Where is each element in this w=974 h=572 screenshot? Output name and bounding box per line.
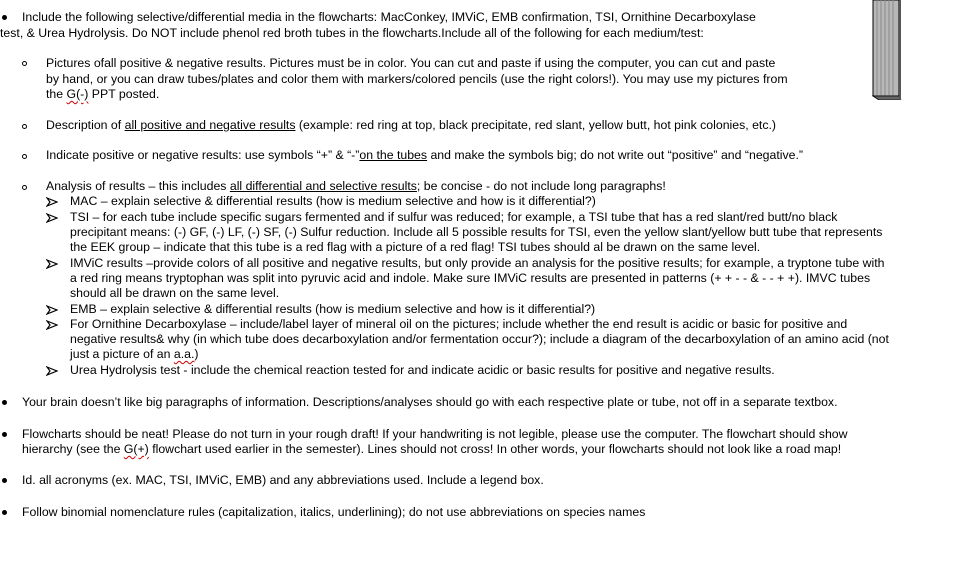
- analysis-tsi-2: precipitant means: (-) GF, (-) LF, (-) SF, (-) Sulfur reduction. Include all 5 possible results for TSI, even the yellow slant/yellow butt tube that represents: [70, 225, 883, 239]
- sub-bullet-circle: [22, 61, 27, 66]
- arrow-bullet-icon: [46, 320, 58, 330]
- acronyms-line: Id. all acronyms (ex. MAC, TSI, IMViC, EMB) and any abbreviations used. Include a legend box.: [22, 473, 544, 487]
- arrow-bullet-icon: [46, 259, 58, 269]
- spellcheck-word: G(+): [123, 442, 149, 456]
- analysis-imvic-2: a red ring means tryptophan was split into pyruvic acid and indole. Make sure IMViC results are presented in patterns (+ + - - & - - + +). IMVC tubes: [70, 271, 871, 285]
- analysis-ornithine-1: For Ornithine Decarboxylase – include/label layer of mineral oil on the pictures; include whether the end result is acidic or basic for positive and: [70, 317, 848, 331]
- intro-line-1: Include the following selective/differential media in the flowcharts: MacConkey, IMViC, EMB confirmation, TSI, Ornithine Decarboxylase: [22, 10, 756, 24]
- description-line: Description of all positive and negative results (example: red ring at top, black precipitate, red slant, yellow butt, hot pink colonies, etc.): [46, 118, 777, 132]
- spellcheck-word: G(-): [66, 87, 89, 101]
- analysis-line: Analysis of results – this includes all differential and selective results; be concise - do not include long paragraphs!: [46, 179, 666, 193]
- sub-bullet-circle: [22, 124, 27, 129]
- pictures-line-3: the G(-) PPT posted.: [46, 87, 160, 101]
- flowchart-line-1: Flowcharts should be neat! Please do not turn in your rough draft! If your handwriting is not legible, please use the computer. The flowchart should show: [22, 427, 848, 441]
- sub-bullet-circle: [22, 154, 27, 159]
- analysis-tsi-3: the EEK group – indicate that this tube is a red flag with a picture of a red flag! TSI tubes should al be drawn on the same level.: [70, 240, 761, 254]
- analysis-tsi-1: TSI – for each tube include specific sugars fermented and if sulfur was reduced; for example, a TSI tube that has a red slant/red butt/no black: [70, 210, 838, 224]
- sub-bullet-circle: [22, 185, 27, 190]
- arrow-bullet-icon: [46, 305, 58, 315]
- pictures-line-1: Pictures ofall positive & negative results. Pictures must be in color. You can cut and paste if using the computer, you can cut and paste: [46, 56, 776, 70]
- binomial-line: Follow binomial nomenclature rules (capitalization, italics, underlining); do not use abbreviations on species names: [22, 505, 646, 519]
- arrow-bullet-icon: [46, 366, 58, 376]
- analysis-emb: EMB – explain selective & differential results (how is medium selective and how is it differential?): [70, 302, 596, 316]
- flowchart-line-2: hierarchy (see the G(+) flowchart used earlier in the semester). Lines should not cross! In other words, your flowcharts should not look like a road map!: [22, 442, 842, 456]
- indicate-line: Indicate positive or negative results: use symbols “+” & “-”on the tubes and make the symbols big; do not write out “positive” and “negative.”: [46, 148, 803, 162]
- analysis-mac: MAC – explain selective & differential results (how is medium selective and how is it differential?): [70, 194, 596, 208]
- decorative-cylinder-shape: [872, 0, 902, 100]
- analysis-urea: Urea Hydrolysis test - include the chemical reaction tested for and indicate acidic or basic results for positive and negative results.: [70, 363, 775, 377]
- arrow-bullet-icon: [46, 213, 58, 223]
- bullet-dot: [2, 15, 7, 20]
- intro-line-2: test, & Urea Hydrolysis. Do NOT include phenol red broth tubes in the flowcharts.Include all of the following for each medium/test:: [0, 26, 704, 40]
- bullet-dot: [2, 400, 7, 405]
- bullet-dot: [2, 478, 7, 483]
- analysis-ornithine-3: just a picture of an a.a.): [70, 347, 199, 361]
- analysis-imvic-1: IMViC results –provide colors of all positive and negative results, but only provide an analysis for the positive results; for example, a tryptone tube with: [70, 256, 885, 270]
- brain-line: Your brain doesn’t like big paragraphs of information. Descriptions/analyses should go with each respective plate or tube, not off in a separate textbox.: [22, 395, 838, 409]
- pictures-line-2: by hand, or you can draw tubes/plates and color them with markers/colored pencils (use the right colors!). You may use my pictures from: [46, 72, 788, 86]
- analysis-imvic-3: should all be drawn on the same level.: [70, 286, 280, 300]
- bullet-dot: [2, 510, 7, 515]
- analysis-ornithine-2: negative results& why (in which tube does decarboxylation and/or fermentation occur?); include a diagram of the decarboxylation of an amino acid (not: [70, 332, 889, 346]
- spellcheck-word: a.a.: [173, 347, 195, 361]
- arrow-bullet-icon: [46, 197, 58, 207]
- bullet-dot: [2, 432, 7, 437]
